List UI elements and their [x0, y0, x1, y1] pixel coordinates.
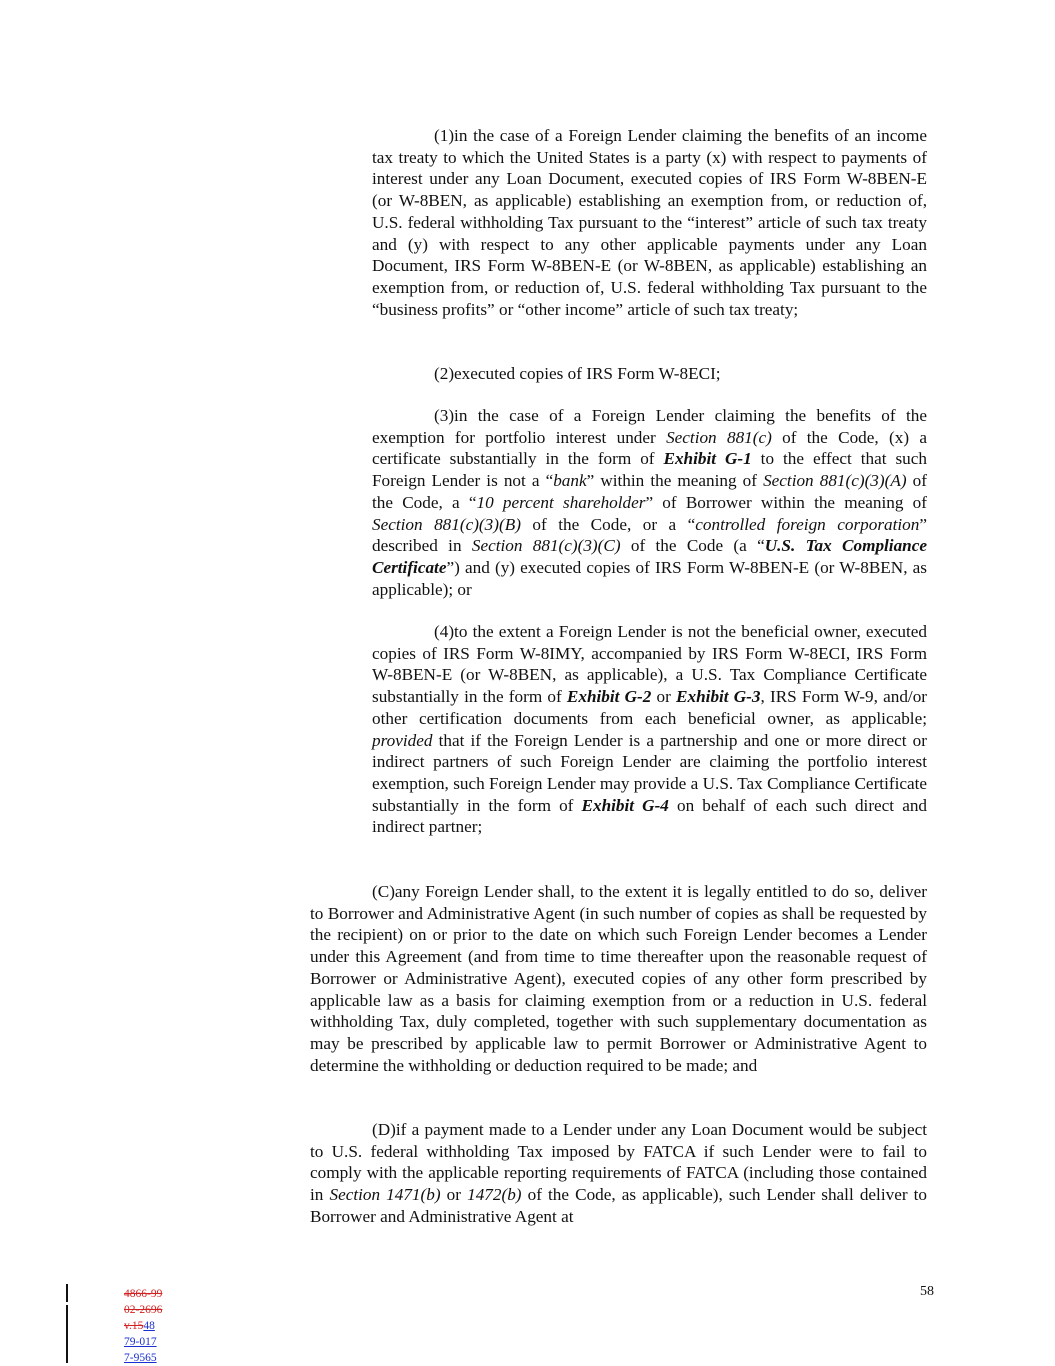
- paragraph-d: [310, 1119, 927, 1228]
- paragraph-number: (2): [434, 364, 455, 383]
- deleted-version: v.15: [124, 1320, 144, 1332]
- text-run: in the case of a Foreign Lender claiming the benefits of the exemption for portfolio interest under: [372, 406, 927, 447]
- text-run: that if the Foreign Lender is a partnership and one or more direct or indirect partners of such Foreign Lender are claiming the portfolio interest exemption, such Foreign Lender may provide a U.S. Tax Compliance Certificate substantially in the form of: [372, 730, 927, 815]
- page-number: 58: [920, 1284, 934, 1299]
- text-run: , IRS Form W-9, and/or other certification documents from each beneficial owner, as applicable;: [372, 687, 928, 728]
- section-reference: Section 881(c)(3)(C): [471, 536, 621, 556]
- text-run: ” within the meaning of: [586, 471, 764, 491]
- defined-term: bank: [553, 471, 587, 491]
- section-reference: Section 881(c)(3)(A): [763, 471, 907, 491]
- paragraph-2: [372, 363, 927, 385]
- paragraph-number: (3): [434, 406, 455, 425]
- deleted-doc-id-line: 4866-99: [124, 1288, 163, 1300]
- paragraph-4: [372, 621, 927, 838]
- paragraph-text: executed copies of IRS Form W-8ECI;: [454, 364, 721, 383]
- exhibit-reference: Exhibit G-1: [663, 449, 752, 469]
- deleted-doc-id-line: 02-2696: [124, 1304, 163, 1316]
- text-run: ” described in: [372, 514, 928, 556]
- document-id-footer: [124, 1286, 162, 1366]
- defined-term: controlled foreign corporation: [695, 514, 920, 534]
- change-bar: [66, 1305, 68, 1363]
- text-run: of the Code, or a “: [520, 514, 696, 534]
- section-reference: Section 1471(b): [329, 1185, 441, 1205]
- text-run: or: [651, 687, 677, 707]
- text-run: of the Code (a “: [620, 536, 765, 556]
- text-run: of the Code, as applicable), such Lender shall deliver to Borrower and Administrative Agent at: [310, 1185, 928, 1226]
- paragraph-c: [310, 881, 927, 1076]
- text-run: of the Code, (x) a certificate substantially in the form of: [372, 427, 927, 469]
- defined-term-bold: U.S. Tax Compliance Certificate: [372, 536, 927, 577]
- text-run: ”) and (y) executed copies of IRS Form W-8BEN-E (or W-8BEN, as applicable); or: [372, 557, 927, 599]
- section-reference: 1472(b): [467, 1185, 522, 1205]
- paragraph-number: (D): [372, 1120, 396, 1139]
- change-bar: [66, 1284, 68, 1302]
- paragraph-1: [372, 125, 927, 320]
- defined-term: 10 percent shareholder: [476, 492, 646, 512]
- exhibit-reference: Exhibit G-4: [581, 795, 669, 815]
- section-reference: Section 881(c): [666, 427, 772, 447]
- inserted-version: 48: [143, 1320, 155, 1332]
- exhibit-reference: Exhibit G-3: [676, 687, 761, 707]
- text-run: of the Code, a “: [372, 471, 927, 512]
- inserted-doc-id-line: 7-9565: [124, 1352, 157, 1364]
- paragraph-number: (4): [434, 622, 455, 641]
- exhibit-reference: Exhibit G-2: [566, 687, 652, 707]
- text-run: if a payment made to a Lender under any Loan Document would be subject to U.S. federal withholding Tax imposed by FATCA if such Lender were to fail to comply with the applicable reporting requirements of FATCA (including those contained in: [310, 1120, 927, 1205]
- text-run: ” of Borrower within the meaning of: [645, 492, 927, 512]
- text-run: or: [440, 1185, 468, 1205]
- paragraph-3: [372, 405, 927, 600]
- text-run: to the extent a Foreign Lender is not the beneficial owner, executed copies of IRS Form W-8IMY, accompanied by IRS Form W-8ECI, IRS Form W-8BEN-E (or W-8BEN, as applicable), a U.S. Tax Compliance Certificate substantially in the form of: [372, 622, 927, 707]
- text-run: to the effect that such Foreign Lender is not a “: [372, 449, 927, 491]
- text-run: on behalf of each such direct and indirect partner;: [372, 795, 928, 837]
- paragraph-text: in the case of a Foreign Lender claiming the benefits of an income tax treaty to which the United States is a party (x) with respect to payments of interest under any Loan Document, executed copies of IRS Form W-8BEN-E (or W-8BEN, as applicable) establishing an exemption from, or reduction of, U.S. federal withholding Tax pursuant to the “interest” article of such tax treaty and (y) with respect to any other applicable payments under any Loan Document, IRS Form W-8BEN-E (or W-8BEN, as applicable) establishing an exemption from, or reduction of, U.S. federal withholding Tax pursuant to the “business profits” or “other income” article of such tax treaty;: [372, 126, 927, 319]
- section-reference: Section 881(c)(3)(B): [372, 514, 521, 534]
- paragraph-number: (1): [434, 126, 455, 145]
- paragraph-number: (C): [372, 882, 395, 901]
- doc-version-line: [124, 1318, 162, 1334]
- defined-term: provided: [372, 730, 433, 750]
- paragraph-text: any Foreign Lender shall, to the extent it is legally entitled to do so, deliver to Borrower and Administrative Agent (in such number of copies as shall be requested by the recipient) on or prior to the date on which such Foreign Lender becomes a Lender under this Agreement (and from time to time thereafter upon the reasonable request of Borrower or Administrative Agent), executed copies of any other form prescribed by applicable law as a basis for claiming exemption from or a reduction in U.S. federal withholding Tax, duly completed, together with such supplementary documentation as may be prescribed by applicable law to permit Borrower or Administrative Agent to determine the withholding or deduction required to be made; and: [310, 882, 927, 1075]
- inserted-doc-id-line: 79-017: [124, 1336, 157, 1348]
